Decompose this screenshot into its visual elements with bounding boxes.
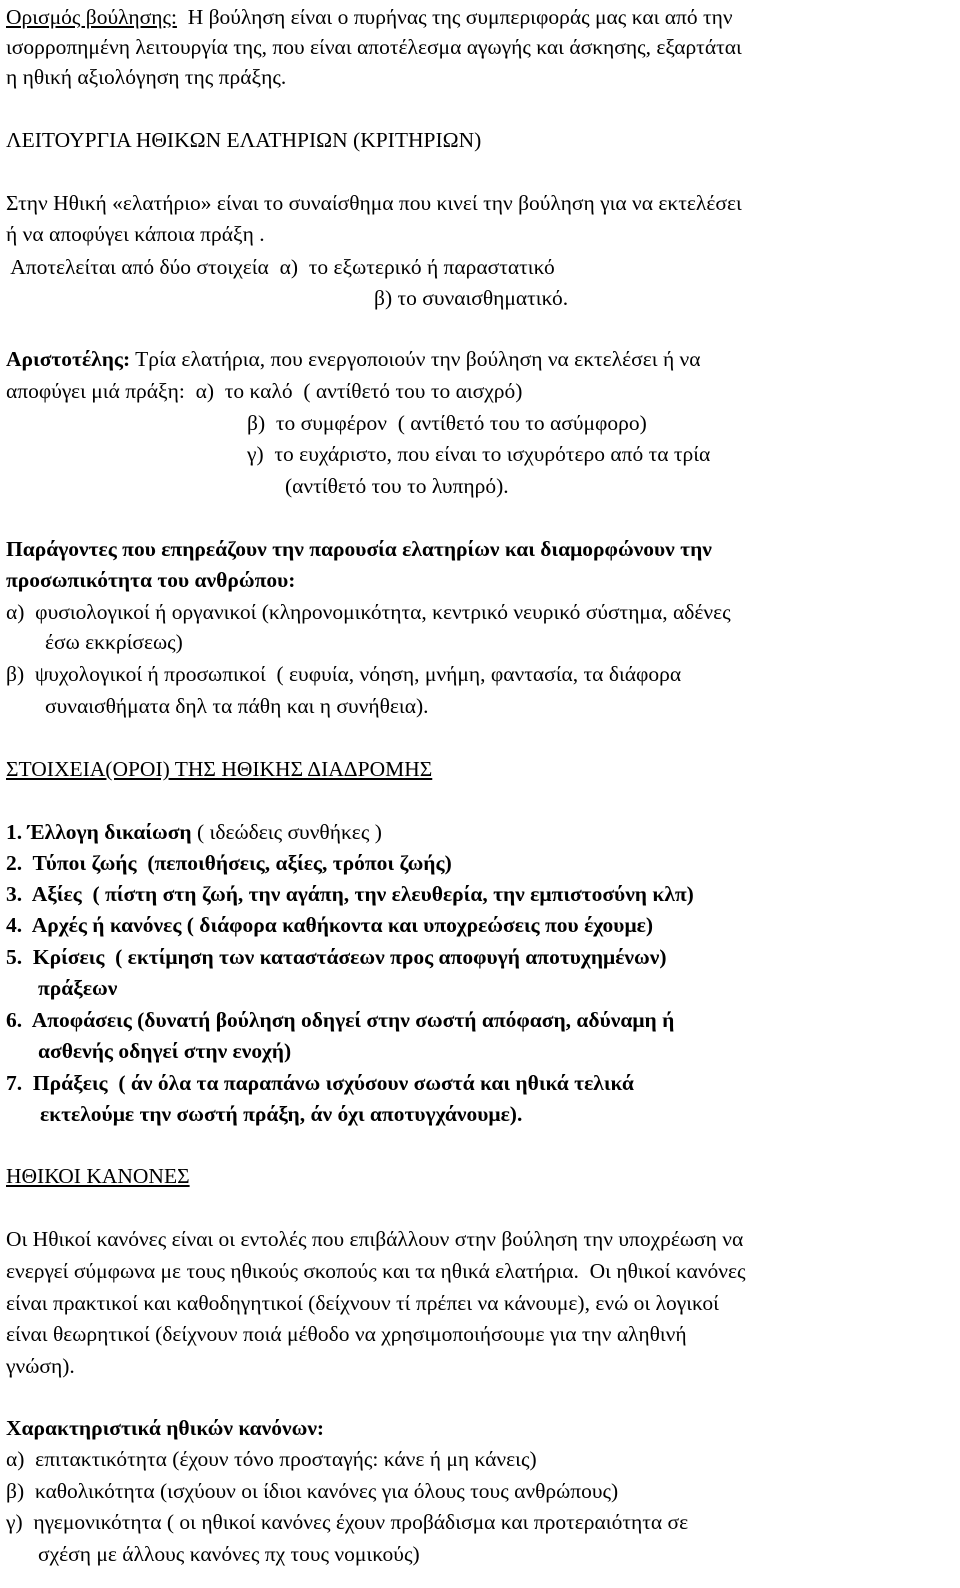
rules-line-5: γνώση). xyxy=(6,1354,75,1378)
definition-label: Ορισμός βούλησης: xyxy=(6,5,177,29)
elements-item-1-detail: ( ιδεώδεις συνθήκες ) xyxy=(191,820,382,844)
rules-line-4: είναι θεωρητικοί (δείχνουν ποιά μέθοδο να χρησιμοποιήσουμε για την αληθινή xyxy=(6,1322,687,1346)
factors-item-a-2: έσω εκκρίσεως) xyxy=(45,630,183,654)
elements-item-6-line-2: ασθενής οδηγεί στην ενοχή) xyxy=(38,1039,292,1063)
aristotle-label: Αριστοτέλης: xyxy=(6,347,131,371)
aristotle-line-1 xyxy=(6,344,701,374)
rules-line-1: Οι Ηθικοί κανόνες είναι οι εντολές που επιβάλλουν στην βούληση την υποχρέωση να xyxy=(6,1227,744,1251)
rules-heading: ΗΘΙΚΟΙ ΚΑΝΟΝΕΣ xyxy=(6,1164,190,1188)
aristotle-line-4: γ) το ευχάριστο, που είναι το ισχυρότερο από τα τρία xyxy=(247,442,711,466)
elements-item-2: 2. Τύποι ζωής (πεποιθήσεις, αξίες, τρόποι ζωής) xyxy=(6,851,452,875)
elements-item-7-line-2: εκτελούμε την σωστή πράξη, άν όχι αποτυγχάνουμε). xyxy=(40,1102,523,1126)
elements-item-1 xyxy=(6,817,382,847)
factors-item-a-1: α) φυσιολογικοί ή οργανικοί (κληρονομικότητα, κεντρικό νευρικό σύστημα, αδένες xyxy=(6,600,731,624)
elements-item-7-line-1: 7. Πράξεις ( άν όλα τα παραπάνω ισχύσουν σωστά και ηθικά τελικά xyxy=(6,1071,634,1095)
characteristics-heading: Χαρακτηριστικά ηθικών κανόνων: xyxy=(6,1416,325,1440)
factors-item-b-2: συναισθήματα δηλ τα πάθη και η συνήθεια). xyxy=(45,694,429,718)
definition-line-3: η ηθική αξιολόγηση της πράξης. xyxy=(6,65,287,89)
elements-item-1-title: Έλλογη δικαίωση xyxy=(27,820,192,844)
factors-item-b-1: β) ψυχολογικοί ή προσωπικοί ( ευφυία, νόηση, μνήμη, φαντασία, τα διάφορα xyxy=(6,662,682,686)
characteristics-item-b: β) καθολικότητα (ισχύουν οι ίδιοι κανόνες για όλους τους ανθρώπους) xyxy=(6,1479,619,1503)
aristotle-line-3: β) το συμφέρον ( αντίθετό του το ασύμφορο) xyxy=(247,411,647,435)
motives-heading: ΛΕΙΤΟΥΡΓΙΑ ΗΘΙΚΩΝ ΕΛΑΤΗΡΙΩΝ (ΚΡΙΤΗΡΙΩΝ) xyxy=(6,128,482,152)
elements-item-5-line-2: πράξεων xyxy=(38,976,118,1000)
factors-heading-1: Παράγοντες που επηρεάζουν την παρουσία ελατηρίων και διαμορφώνουν την xyxy=(6,537,712,561)
definition-line-2: ισορροπημένη λειτουργία της, που είναι αποτέλεσμα αγωγής και άσκησης, εξαρτάται xyxy=(6,35,742,59)
motives-line-1: Στην Ηθική «ελατήριο» είναι το συναίσθημα που κινεί την βούληση για να εκτελέσει xyxy=(6,191,742,215)
elements-item-5-line-1: 5. Κρίσεις ( εκτίμηση των καταστάσεων προς αποφυγή αποτυχημένων) xyxy=(6,945,667,969)
motives-line-4: β) το συναισθηματικό. xyxy=(374,286,569,310)
aristotle-text: Τρία ελατήρια, που ενεργοποιούν την βούληση να εκτελέσει ή να xyxy=(130,347,701,371)
elements-heading: ΣΤΟΙΧΕΙΑ(ΟΡΟΙ) ΤΗΣ ΗΘΙΚΗΣ ΔΙΑΔΡΟΜΗΣ xyxy=(6,757,433,781)
elements-item-6-line-1: 6. Αποφάσεις (δυνατή βούληση οδηγεί στην σωστή απόφαση, αδύναμη ή xyxy=(6,1008,675,1032)
motives-line-3: Αποτελείται από δύο στοιχεία α) το εξωτερικό ή παραστατικό xyxy=(6,255,555,279)
rules-line-2: ενεργεί σύμφωνα με τους ηθικούς σκοπούς και τα ηθικά ελατήρια. Οι ηθικοί κανόνες xyxy=(6,1259,746,1283)
aristotle-line-2: αποφύγει μιά πράξη: α) το καλό ( αντίθετό του το αισχρό) xyxy=(6,379,523,403)
aristotle-line-5: (αντίθετό του το λυπηρό). xyxy=(285,474,509,498)
motives-line-2: ή να αποφύγει κάποια πράξη . xyxy=(6,222,265,246)
rules-line-3: είναι πρακτικοί και καθοδηγητικοί (δείχνουν τί πρέπει να κάνουμε), ενώ οι λογικοί xyxy=(6,1291,719,1315)
definition-line-1 xyxy=(6,2,733,32)
elements-item-3: 3. Αξίες ( πίστη στη ζωή, την αγάπη, την ελευθερία, την εμπιστοσύνη κλπ) xyxy=(6,882,694,906)
elements-item-4: 4. Αρχές ή κανόνες ( διάφορα καθήκοντα και υποχρεώσεις που έχουμε) xyxy=(6,913,654,937)
factors-heading-2: προσωπικότητα του ανθρώπου: xyxy=(6,568,296,592)
characteristics-item-c-1: γ) ηγεμονικότητα ( οι ηθικοί κανόνες έχουν προβάδισμα και προτεραιότητα σε xyxy=(6,1510,689,1534)
definition-text: Η βούληση είναι ο πυρήνας της συμπεριφοράς μας και από την xyxy=(176,5,733,29)
elements-item-1-number: 1. xyxy=(6,820,23,844)
characteristics-item-a: α) επιτακτικότητα (έχουν τόνο προσταγής: κάνε ή μη κάνεις) xyxy=(6,1447,537,1471)
characteristics-item-c-2: σχέση με άλλους κανόνες πχ τους νομικούς) xyxy=(38,1542,420,1566)
